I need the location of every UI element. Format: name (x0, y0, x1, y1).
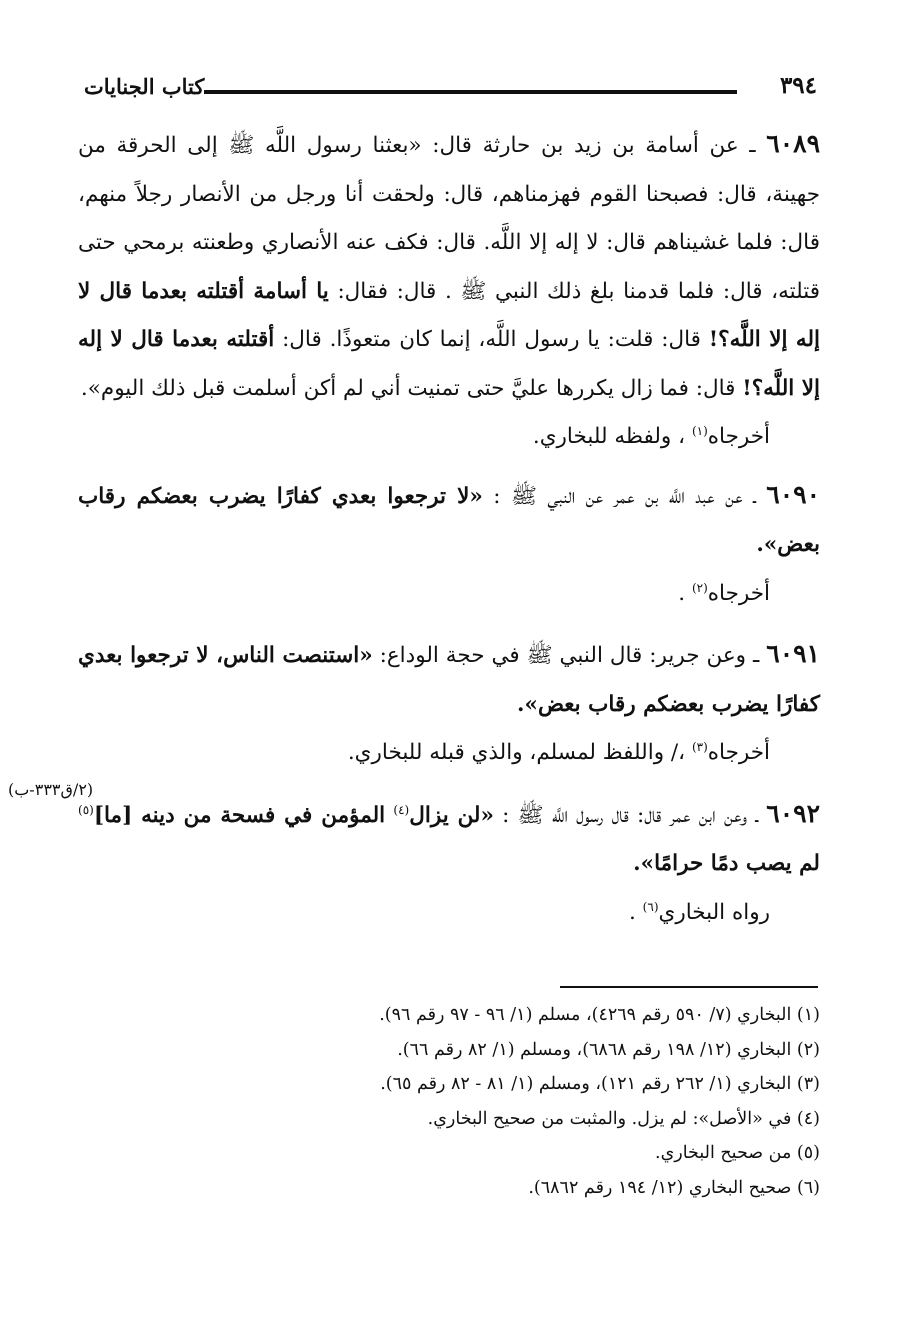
hadith-bold-text: لم يصب دمًا حرامًا». (633, 851, 820, 876)
footnote-ref[interactable]: (٦) (642, 899, 659, 914)
hadith-6091 (78, 630, 820, 729)
hadith-bold-text: «لن يزال (409, 802, 494, 828)
footnote-ref[interactable]: (٢) (691, 580, 708, 595)
footnote-2: (٢) البخاري (١٢/ ١٩٨ رقم ٦٨٦٨)، ومسلم (١/ ٨٢ رقم ٦٦). (397, 1039, 820, 1060)
hadith-bold-text: يا أسامة أقتلته بعدما قال لا إله إلا اللَّه؟! (78, 278, 820, 352)
footnote-6: (٦) صحيح البخاري (١٢/ ١٩٤ رقم ٦٨٦٢). (528, 1177, 820, 1198)
footnote-ref[interactable]: (٥) (78, 802, 94, 817)
footnote-1: (١) البخاري (٧/ ٥٩٠ رقم ٤٢٦٩)، مسلم (١/ ٩٦ - ٩٧ رقم ٩٦). (379, 1005, 820, 1025)
hadith-source (78, 729, 820, 778)
main-text (78, 120, 820, 937)
hadith-bold-text: «لا ترجعوا بعدي كفارًا يضرب بعضكم رقاب بعض». (78, 483, 820, 557)
source-text: . (628, 899, 636, 925)
footnote-separator (560, 986, 818, 988)
source-text: ، ولفظه للبخاري. (532, 424, 686, 449)
source-text: أخرجاه (707, 424, 770, 449)
footnote-ref[interactable]: (٣) (691, 739, 708, 754)
hadith-6089 (78, 120, 820, 413)
hadith-source (78, 889, 820, 938)
hadith-text: ـ عن عبد اللَّه بن عمر عن النبي ﷺ : (493, 483, 756, 509)
footnote-ref[interactable]: (٤) (393, 802, 410, 817)
source-text: رواه البخاري (658, 899, 770, 925)
hadith-text: قال: فما زال يكررها عليَّ حتى تمنيت أني لم أكن أسلمت قبل ذلك اليوم». (80, 375, 736, 401)
source-text: . (678, 580, 686, 606)
running-title: كتاب الجنايات (84, 74, 205, 99)
spacer (78, 462, 820, 471)
footnotes (100, 998, 820, 1205)
header-rule (204, 90, 737, 94)
hadith-number: ٦٠٩٠ (766, 479, 820, 509)
spacer (78, 618, 820, 630)
hadith-text: ـ وعن ابن عمر قال: قال رسول اللَّه ﷺ : (502, 802, 759, 828)
hadith-6090 (78, 471, 820, 570)
hadith-number: ٦٠٨٩ (766, 129, 820, 158)
hadith-text: ـ عن أسامة بن زيد بن حارثة قال: «بعثنا رسول اللَّه ﷺ إلى الحرقة من جهينة، قال: فصبحنا القوم فهزمناهم، قال: ولحقت أنا ورجل من الأنصار رجلاً منهم، قال: فلما غشيناهم قال: لا إله إلا اللَّه. قال: فكف عنه الأنصاري وطعنته برمحي حتى قتلته، قال: فلما قدمنا بلغ ذلك النبي ﷺ . قال: فقال: (78, 133, 820, 304)
hadith-text: قال: قلت: يا رسول اللَّه، إنما كان متعوذًا. قال: (282, 327, 701, 352)
page-number: ٣٩٤ (779, 72, 817, 99)
hadith-number: ٦٠٩١ (766, 639, 820, 668)
footnote-4: (٤) في «الأصل»: لم يزل. والمثبت من صحيح البخاري. (427, 1108, 820, 1129)
page-header (84, 70, 817, 110)
footnote-3: (٣) البخاري (١/ ٢٦٢ رقم ١٢١)، ومسلم (١/ ٨١ - ٨٢ رقم ٦٥). (380, 1074, 820, 1094)
hadith-bold-text: «استنصت الناس، لا ترجعوا بعدي كفارًا يضرب بعضكم رقاب بعض». (78, 643, 820, 717)
hadith-6092 (78, 790, 820, 889)
hadith-bold-text: أقتلته بعدما قال لا إله إلا اللَّه؟! (78, 327, 820, 401)
hadith-bold-text: المؤمن في فسحة من دينه [ما] (93, 802, 386, 828)
hadith-number: ٦٠٩٢ (766, 798, 821, 828)
hadith-source (78, 570, 820, 619)
footnote-5: (٥) من صحيح البخاري. (655, 1143, 820, 1163)
source-text: ،/ واللفظ لمسلم، والذي قبله للبخاري. (347, 740, 686, 765)
manuscript-folio-note: (٢/ق٣٣٣-ب) (8, 780, 94, 799)
spacer (78, 778, 820, 790)
hadith-text: ـ وعن جرير: قال النبي ﷺ في حجة الوداع: (379, 643, 760, 668)
footnote-ref[interactable]: (١) (691, 423, 708, 438)
hadith-source (78, 413, 820, 462)
source-text: أخرجاه (707, 740, 770, 765)
source-text: أخرجاه (707, 580, 770, 606)
